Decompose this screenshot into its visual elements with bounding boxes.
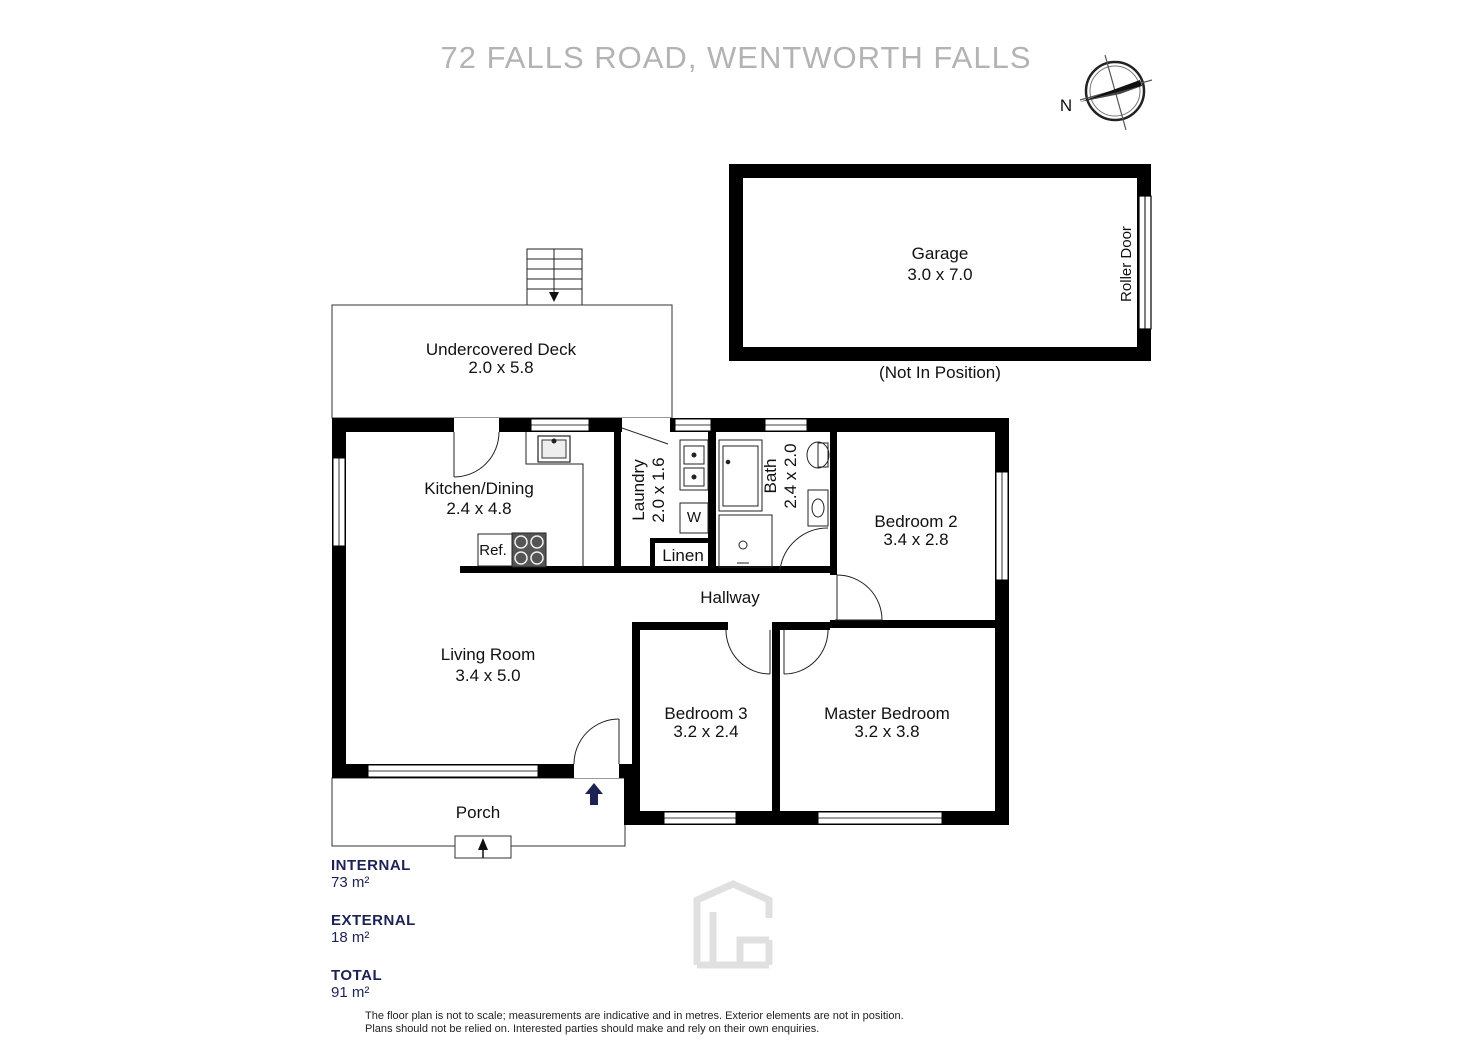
area-total-label: TOTAL [331,967,383,984]
area-internal-label: INTERNAL [331,857,411,874]
disclaimer-line-1: The floor plan is not to scale; measurements are indicative and in metres. Exterior elements are not in position. [365,1010,904,1022]
hallway-name: Hallway [700,588,760,607]
area-external [331,912,416,946]
garage-name: Garage [911,244,969,263]
washer-label: W [686,509,702,526]
area-total [331,967,382,1001]
deck-name: Undercovered Deck [425,340,577,359]
kitchen-name: Kitchen/Dining [424,479,534,498]
laundry-size: 2.0 x 1.6 [649,457,668,523]
sink-icon [538,436,570,462]
area-external-value: 18 m² [331,929,370,946]
bedroom3-name: Bedroom 3 [664,704,748,723]
plan-title: 72 FALLS ROAD, WENTWORTH FALLS [440,40,1032,75]
bath-name: Bath [761,458,780,494]
fridge-label: Ref. [479,542,507,559]
laundry-name: Laundry [629,459,648,521]
disclaimer [365,1010,904,1036]
bathtub-icon [719,440,762,511]
toilet-icon [807,442,829,468]
bedroom2-name: Bedroom 2 [874,512,958,531]
living-size: 3.4 x 5.0 [455,666,521,685]
laundry-tub-icon [680,440,708,490]
disclaimer-line-2: Plans should not be relied on. Interested parties should make and rely on their own enquiries. [365,1023,820,1035]
compass-north-label: N [1059,96,1073,115]
master-size: 3.2 x 3.8 [854,722,920,741]
porch-name: Porch [455,803,501,822]
bedroom2-size: 3.4 x 2.8 [883,530,949,549]
area-internal-value: 73 m² [331,874,370,891]
cooktop-icon [512,533,546,567]
linen-label: Linen [662,546,704,565]
bedroom3-size: 3.2 x 2.4 [673,722,739,741]
area-external-label: EXTERNAL [331,912,416,929]
stair-arrow-icon [549,292,559,302]
deck-size: 2.0 x 5.8 [468,358,534,377]
door-swings [454,418,882,778]
kitchen-size: 2.4 x 4.8 [446,499,512,518]
area-total-value: 91 m² [331,984,370,1001]
bath-size: 2.4 x 2.0 [781,443,800,509]
garage-note: (Not In Position) [879,363,1001,382]
shower-icon [719,515,772,567]
roller-door-label: Roller Door [1118,226,1135,302]
area-internal [331,857,411,891]
master-name: Master Bedroom [824,704,950,723]
compass-icon [1080,55,1152,130]
garage-size: 3.0 x 7.0 [907,265,973,284]
living-name: Living Room [440,645,536,664]
interior-walls [460,428,1005,817]
vanity-icon [808,490,828,526]
watermark-logo [697,884,769,965]
